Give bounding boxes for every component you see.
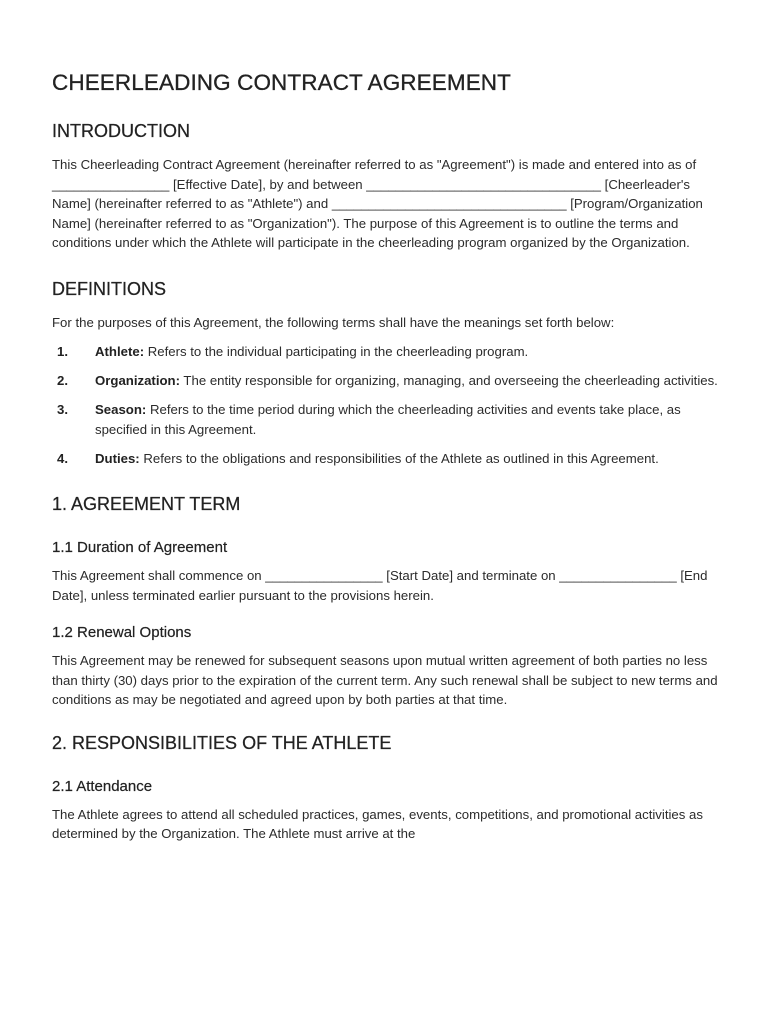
duration-text: This Agreement shall commence on ________________ [Start Date] and terminate on ________________ [End Date], unless terminated earlier pursuant to the provisions herein. xyxy=(52,568,708,603)
attendance-text: The Athlete agrees to attend all scheduled practices, games, events, competitions, and promotional activities as determined by the Organization. The Athlete must arrive at the xyxy=(52,806,703,841)
definition-term: Athlete: xyxy=(95,344,145,359)
definitions-heading: DEFINITIONS xyxy=(52,278,167,299)
list-item xyxy=(52,342,724,362)
definition-term: Duties: xyxy=(95,450,140,466)
list-item xyxy=(52,400,724,439)
list-item xyxy=(52,449,724,469)
definition-text: The entity responsible for organizing, managing, and overseeing the cheerleading activities. xyxy=(180,373,718,388)
duration-heading: 1.1 Duration of Agreement xyxy=(52,539,228,556)
list-item xyxy=(52,371,724,391)
document-page xyxy=(52,70,724,844)
definitions-intro: For the purposes of this Agreement, the following terms shall have the meanings set forth below: xyxy=(52,314,615,330)
introduction-text: This Cheerleading Contract Agreement (hereinafter referred to as "Agreement") is made and entered into as of ________________ [Effective Date], by and between ________________________________ [Cheerleader's Name] (hereinafter referred to as "Athlete") and ________________________________ [Program/Organization Name] (hereinafter referred to as "Organization"). The purpose of this Agreement is to outline the terms and conditions under which the Athlete will participate in the cheerleading program organized by the Organization. xyxy=(52,157,703,250)
definition-term: Organization: xyxy=(95,373,180,388)
agreement-term-heading: 1. AGREEMENT TERM xyxy=(52,494,241,514)
document-title: CHEERLEADING CONTRACT AGREEMENT xyxy=(52,70,511,95)
list-number: 4. xyxy=(57,450,68,466)
definitions-list xyxy=(52,342,724,468)
list-number: 3. xyxy=(57,402,68,417)
attendance-heading: 2.1 Attendance xyxy=(52,777,153,795)
renewal-heading: 1.2 Renewal Options xyxy=(52,624,192,641)
definition-text: Refers to the individual participating in the cheerleading program. xyxy=(144,344,529,359)
introduction-heading: INTRODUCTION xyxy=(52,121,190,141)
list-number: 2. xyxy=(57,373,68,388)
list-number: 1. xyxy=(57,344,68,359)
responsibilities-section xyxy=(52,733,724,844)
responsibilities-heading: 2. RESPONSIBILITIES OF THE ATHLETE xyxy=(52,732,392,753)
definition-term: Season: xyxy=(95,402,147,417)
definition-text: Refers to the obligations and responsibilities of the Athlete as outlined in this Agreement. xyxy=(139,450,659,466)
agreement-term-section xyxy=(52,494,724,710)
definition-text: Refers to the time period during which the cheerleading activities and events take place, as specified in this Agreement. xyxy=(95,402,681,437)
renewal-text: This Agreement may be renewed for subsequent seasons upon mutual written agreement of both parties no less than thirty (30) days prior to the expiration of the current term. Any such renewal shall be subject to new terms and conditions as may be negotiated and agreed upon by both parties at that time. xyxy=(52,653,718,707)
introduction-section xyxy=(52,121,724,253)
definitions-section xyxy=(52,279,724,469)
